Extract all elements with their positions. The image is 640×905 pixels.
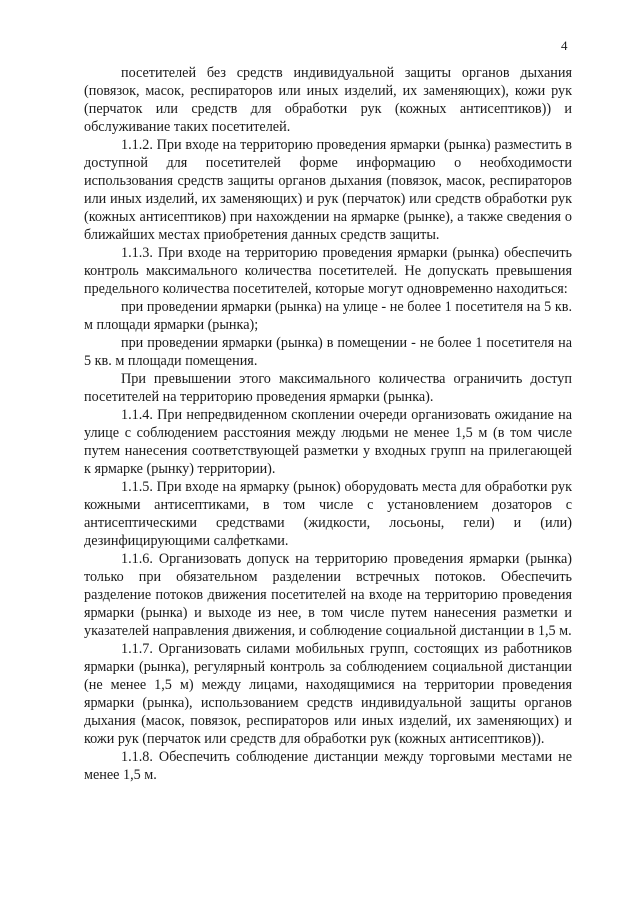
page-number: 4	[561, 38, 568, 53]
paragraph-1-1-8: 1.1.8. Обеспечить соблюдение дистанции между торговыми местами не менее 1,5 м.	[84, 749, 572, 783]
paragraph-1-1-6: 1.1.6. Организовать допуск на территорию проведения ярмарки (рынка) только при обязательном разделении встречных потоков. Обеспечить разделение потоков движения посетителей на входе на территорию проведения ярмарки (рынка) и выходе из нее, в том числе путем нанесения разметки и указателей направления движения, и соблюдение социальной дистанции в 1,5 м.	[84, 551, 572, 639]
paragraph-indoor-limit: при проведении ярмарки (рынка) в помещении - не более 1 посетителя на 5 кв. м площади помещения.	[84, 335, 572, 369]
paragraph-1-1-2: 1.1.2. При входе на территорию проведения ярмарки (рынка) разместить в доступной для посетителей форме информацию о необходимости использования средств защиты органов дыхания (повязок, масок, респираторов или иных изделий, их заменяющих) и рук (перчаток) или средств обработки рук (кожных антисептиков) при нахождении на ярмарке (рынке), а также сведения о ближайших местах приобретения данных средств защиты.	[84, 137, 572, 243]
paragraph-continuation: посетителей без средств индивидуальной защиты органов дыхания (повязок, масок, респираторов или иных изделий, их заменяющих), кожи рук (перчаток или средств для обработки рук (кожных антисептиков)) и обслуживание таких посетителей.	[84, 65, 572, 135]
paragraph-1-1-4: 1.1.4. При непредвиденном скоплении очереди организовать ожидание на улице с соблюдением расстояния между людьми не менее 1,5 м (в том числе путем нанесения соответствующей разметки у входных групп на прилегающей к ярмарке (рынку) территории).	[84, 407, 572, 477]
paragraph-1-1-3: 1.1.3. При входе на территорию проведения ярмарки (рынка) обеспечить контроль максимального количества посетителей. Не допускать превышения предельного количества посетителей, которые могут одновременно находиться:	[84, 245, 572, 297]
paragraph-access-restriction: При превышении этого максимального количества ограничить доступ посетителей на территорию проведения ярмарки (рынка).	[84, 371, 572, 405]
paragraph-1-1-5: 1.1.5. При входе на ярмарку (рынок) оборудовать места для обработки рук кожными антисептиками, в том числе с установлением дозаторов с антисептическими средствами (жидкости, лосьоны, гели) и (или) дезинфицирующими салфетками.	[84, 479, 572, 549]
paragraph-outdoor-limit: при проведении ярмарки (рынка) на улице - не более 1 посетителя на 5 кв. м площади ярмарки (рынка);	[84, 299, 572, 333]
document-body	[84, 64, 572, 784]
paragraph-1-1-7: 1.1.7. Организовать силами мобильных групп, состоящих из работников ярмарки (рынка), регулярный контроль за соблюдением социальной дистанции (не менее 1,5 м) между лицами, находящимися на территории проведения ярмарки (рынка), использованием средств индивидуальной защиты органов дыхания (масок, повязок, респираторов или иных изделий, их заменяющих) и кожи рук (перчаток или средств для обработки рук (кожных антисептиков)).	[84, 641, 572, 747]
